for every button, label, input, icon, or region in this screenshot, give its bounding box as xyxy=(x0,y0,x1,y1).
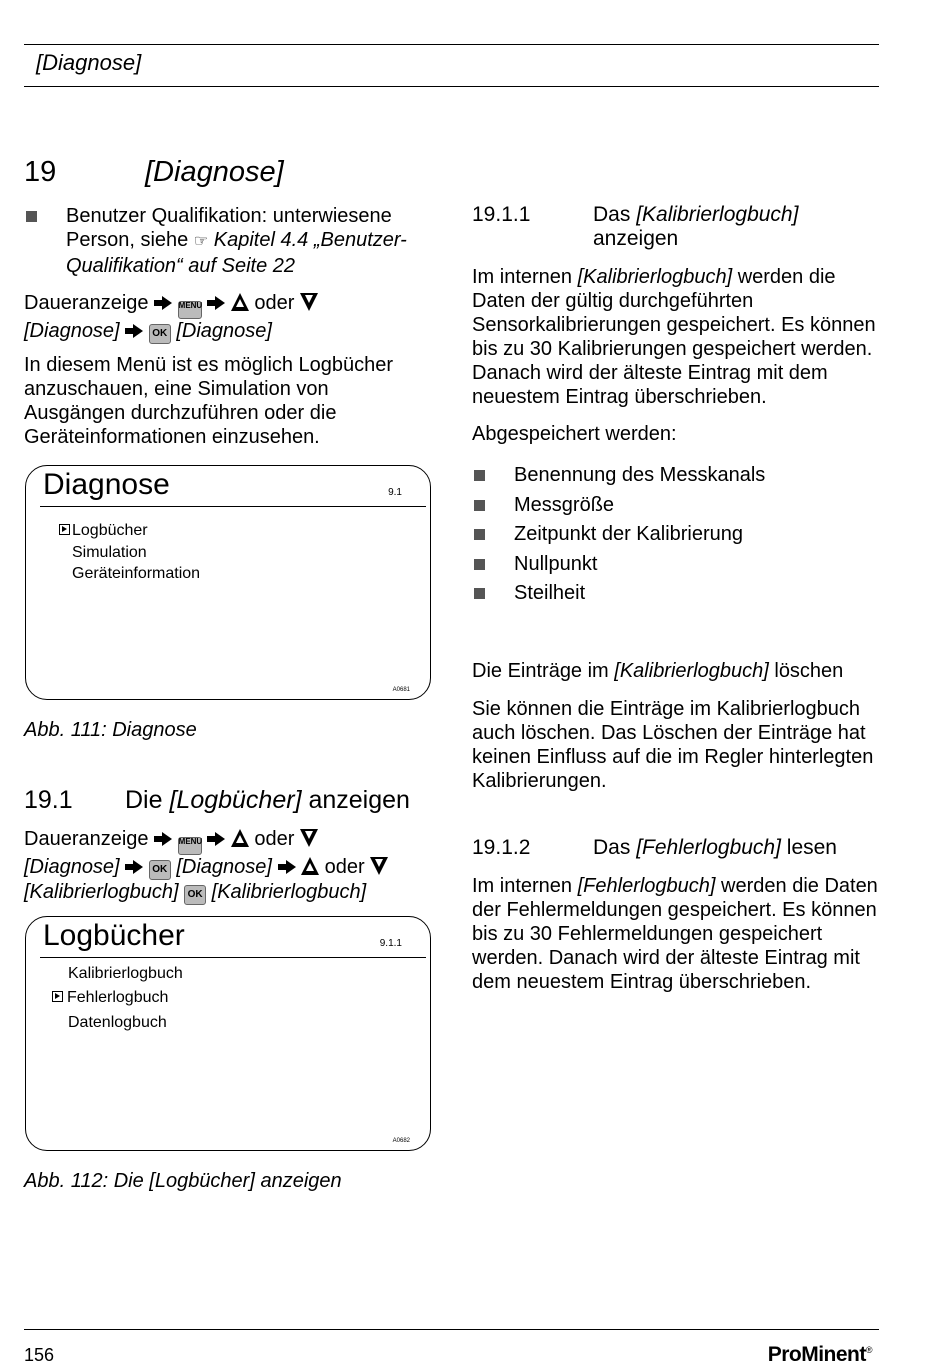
cursor-arrow-icon xyxy=(59,524,70,535)
chapter-reference-link[interactable]: Kapitel 4.4 „Benutzer-Qualifikation“ auf Seite 22 xyxy=(66,229,407,277)
prominent-logo: ProMinent® xyxy=(767,1343,872,1366)
navigation-path-2: Daueranzeige MENU oder [Diagnose] OK [Diagnose] oder [Kalibrierlogbuch] OK [Kalibrierlogbuch] xyxy=(24,827,434,905)
screen-code: 9.1.1 xyxy=(379,938,402,949)
intro-paragraph: In diesem Menü ist es möglich Logbücher anzuschauen, eine Simulation von Ausgängen durchzuführen oder die Geräteinformationen einzusehen. xyxy=(24,354,394,448)
list-item: Steilheit xyxy=(472,579,882,609)
menu-item-logbuecher[interactable]: Logbücher xyxy=(59,522,148,540)
list-item: Nullpunkt xyxy=(472,550,882,580)
menu-key-icon: MENU xyxy=(178,837,202,855)
menu-item-geraeteinformation[interactable]: Geräteinformation xyxy=(72,565,201,582)
delete-entries-heading: Die Einträge im [Kalibrierlogbuch] löschen xyxy=(472,660,844,682)
down-key-icon xyxy=(300,293,318,311)
header-rule-bottom xyxy=(24,86,879,87)
up-key-icon xyxy=(231,829,249,847)
right-arrow-icon xyxy=(207,832,225,846)
chapter-title: [Diagnose] xyxy=(145,156,284,188)
down-key-icon xyxy=(300,829,318,847)
screen-divider xyxy=(40,957,426,958)
right-arrow-icon xyxy=(125,860,143,874)
down-key-icon xyxy=(370,857,388,875)
kalibrierlogbuch-paragraph: Im internen [Kalibrierlogbuch] werden die Daten der gültig durchgeführten Sensorkalibrierungen gespeichert. Es können bis zu 30 Kalibrierungen gespeichert werden. Danach wird der älteste Eintrag mit dem neuestem Eintrag überschrieben. xyxy=(472,266,876,408)
figure-caption-111: Abb. 111: Diagnose xyxy=(24,719,197,741)
list-item: Zeitpunkt der Kalibrierung xyxy=(472,520,882,550)
ok-key-icon: OK xyxy=(149,860,171,880)
menu-item-simulation[interactable]: Simulation xyxy=(72,544,147,561)
footer-rule xyxy=(24,1329,879,1330)
screen-code: 9.1 xyxy=(388,487,402,498)
menu-item-kalibrierlogbuch[interactable]: Kalibrierlogbuch xyxy=(68,965,183,982)
right-arrow-icon xyxy=(207,296,225,310)
section-19-1-2-heading: 19.1.2 Das [Fehlerlogbuch] lesen xyxy=(472,836,837,859)
right-arrow-icon xyxy=(125,324,143,338)
figure-caption-112: Abb. 112: Die [Logbücher] anzeigen xyxy=(24,1170,342,1192)
right-arrow-icon xyxy=(154,296,172,310)
image-id: A0681 xyxy=(392,687,410,693)
diagnose-screen xyxy=(25,465,431,700)
menu-item-fehlerlogbuch[interactable]: Fehlerlogbuch xyxy=(52,989,168,1007)
right-arrow-icon xyxy=(154,832,172,846)
section-19-1-1-heading: 19.1.1 Das [Kalibrierlogbuch] anzeigen xyxy=(472,203,799,250)
logbuecher-screen xyxy=(25,916,431,1151)
screen-divider xyxy=(40,506,426,507)
chapter-number: 19 xyxy=(24,156,57,188)
stored-label: Abgespeichert werden: xyxy=(472,423,677,445)
qualification-label: Benutzer Qualifikation: xyxy=(66,205,268,227)
right-arrow-icon xyxy=(278,860,296,874)
running-header: [Diagnose] xyxy=(36,50,142,75)
up-key-icon xyxy=(301,857,319,875)
navigation-path-1: Daueranzeige MENU oder [Diagnose] OK [Diagnose] xyxy=(24,291,434,344)
ok-key-icon: OK xyxy=(149,324,171,344)
qualification-block: Benutzer Qualifikation: unterwiesene Person, siehe ☞ Kapitel 4.4 „Benutzer-Qualifikation“ auf Seite 22 xyxy=(24,204,434,278)
menu-item-datenlogbuch[interactable]: Datenlogbuch xyxy=(68,1014,167,1031)
image-id: A0682 xyxy=(392,1138,410,1144)
menu-key-icon: MENU xyxy=(178,301,202,319)
page-number: 156 xyxy=(24,1345,55,1365)
list-item: Messgröße xyxy=(472,491,882,521)
cursor-arrow-icon xyxy=(52,991,63,1002)
bullet-square xyxy=(26,211,37,222)
section-19-1-heading: 19.1 Die [Logbücher] anzeigen xyxy=(24,786,410,814)
up-key-icon xyxy=(231,293,249,311)
header-rule-top xyxy=(24,44,879,45)
ok-key-icon: OK xyxy=(184,885,206,905)
list-item: Benennung des Messkanals xyxy=(472,461,882,491)
screen-title: Logbücher xyxy=(43,919,185,952)
delete-entries-paragraph: Sie können die Einträge im Kalibrierlogbuch auch löschen. Das Löschen der Einträge hat keinen Einfluss auf die im Regler hinterlegten Kalibrierungen. xyxy=(472,698,874,792)
stored-list xyxy=(472,461,882,609)
fehlerlogbuch-paragraph: Im internen [Fehlerlogbuch] werden die Daten der Fehlermeldungen gespeichert. Es können bis zu 30 Fehlermeldungen gespeichert werden. Danach wird der älteste Eintrag mit dem neuestem Eintrag überschrieben. xyxy=(472,875,878,993)
hand-pointer-icon: ☞ xyxy=(193,233,209,250)
screen-title: Diagnose xyxy=(43,468,170,501)
